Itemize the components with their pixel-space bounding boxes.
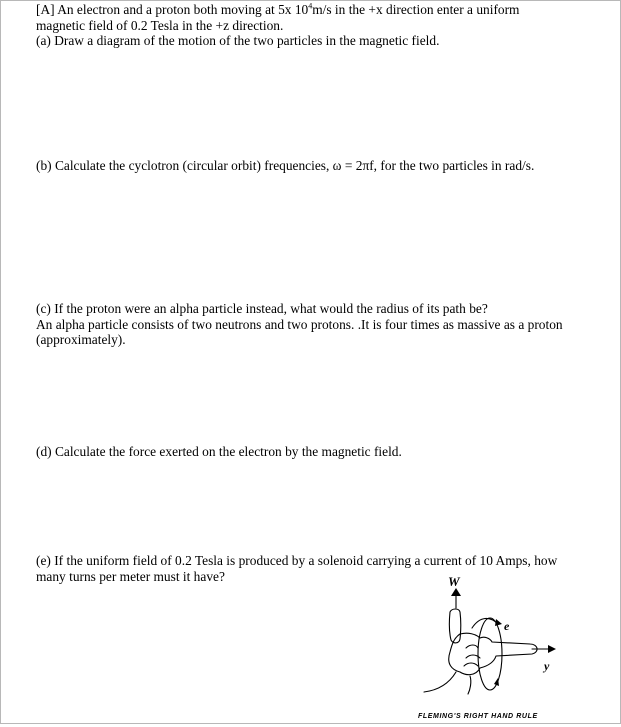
label-y: y [544, 659, 550, 673]
question-a: (a) Draw a diagram of the motion of the two particles in the magnetic field. [36, 33, 440, 48]
intro-line-2: magnetic field of 0.2 Tesla in the +z direction. [36, 17, 284, 33]
question-c-line-2: An alpha particle consists of two neutrons and two protons. .It is four times as massive as a proton [36, 316, 563, 332]
figure-caption: FLEMING'S RIGHT HAND RULE [418, 713, 538, 720]
thumb-outline [449, 609, 460, 643]
question-c-line-1: (c) If the proton were an alpha particle instead, what would the radius of its path be? [36, 301, 488, 316]
question-e-line-1: (e) If the uniform field of 0.2 Tesla is produced by a solenoid carrying a current of 10 Amps, how [36, 553, 558, 568]
question-d-block [36, 444, 596, 460]
w-arrow-head [451, 588, 461, 596]
question-b-block [36, 158, 596, 174]
field-ellipse [478, 618, 502, 690]
hand-rule-svg [410, 572, 585, 722]
question-d: (d) Calculate the force exerted on the electron by the magnetic field. [36, 444, 402, 459]
intro-pre: [A] An electron and a proton both moving at 5x 10 [36, 2, 309, 17]
e-arrow-head [495, 619, 502, 626]
question-c-block [36, 301, 596, 348]
label-w: W [448, 574, 460, 589]
y-arrow-head [548, 645, 556, 653]
knuckle-1 [466, 645, 478, 648]
flemings-right-hand-rule-figure [410, 572, 585, 722]
arm-line-lower [468, 676, 471, 694]
problem-intro [36, 2, 596, 49]
question-b: (b) Calculate the cyclotron (circular orbit) frequencies, ω = 2πf, for the two particles in rad/s. [36, 158, 535, 173]
question-c-line-3: (approximately). [36, 332, 126, 347]
intro-line-1 [36, 2, 596, 18]
label-e: e [504, 619, 510, 633]
knuckle-3 [464, 663, 478, 666]
question-e-line-2: many turns per meter must it have? [36, 568, 225, 584]
hand-outline [449, 633, 537, 674]
intro-post: m/s in the +x direction enter a uniform [312, 2, 520, 17]
arm-line-upper [424, 672, 456, 692]
intro-exponent: 4 [308, 1, 313, 11]
